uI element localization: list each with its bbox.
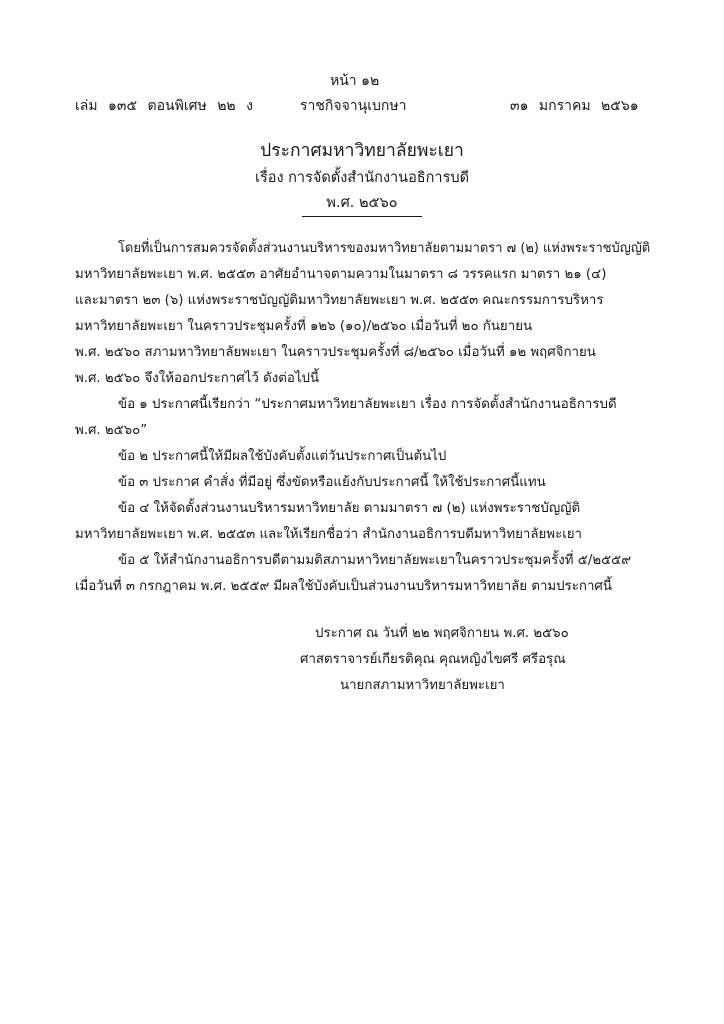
clause-5: ข้อ ๕ ให้สำนักงานอธิการบดีตามมติสภามหาวิทยาลัยพะเยาในคราวประชุมครั้งที่ ๕/๒๕๕๙	[118, 553, 631, 568]
clause-4-cont: มหาวิทยาลัยพะเยา พ.ศ. ๒๕๕๓ และให้เรียกชื่อว่า สำนักงานอธิการบดีมหาวิทยาลัยพะเยา	[75, 527, 583, 542]
preamble-line: มหาวิทยาลัยพะเยา ในคราวประชุมครั้งที่ ๑๒๖ (๑๐)/๒๕๖๐ เมื่อวันที่ ๒๐ กันยายน	[75, 319, 533, 334]
clause-1-cont: พ.ศ. ๒๕๖๐”	[75, 423, 148, 438]
preamble-line: มหาวิทยาลัยพะเยา พ.ศ. ๒๕๕๓ อาศัยอำนาจตามความในมาตรา ๘ วรรคแรก มาตรา ๒๑ (๔)	[75, 267, 607, 282]
preamble-line: และมาตรา ๒๓ (๖) แห่งพระราชบัญญัติมหาวิทยาลัยพะเยา พ.ศ. ๒๕๕๓ คณะกรรมการบริหาร	[75, 293, 604, 308]
clause-3: ข้อ ๓ ประกาศ คำสั่ง ที่มีอยู่ ซึ่งขัดหรือแย้งกับประกาศนี้ ให้ใช้ประกาศนี้แทน	[118, 475, 546, 490]
announcement-year: พ.ศ. ๒๕๖๐	[326, 195, 398, 211]
announcement-subject: เรื่อง การจัดตั้งสำนักงานอธิการบดี	[255, 170, 469, 186]
clause-5-cont: เมื่อวันที่ ๓ กรกฎาคม พ.ศ. ๒๕๕๙ มีผลใช้บังคับเป็นส่วนงานบริหารมหาวิทยาลัย ตามประกาศนี้	[75, 579, 612, 594]
gazette-volume: เล่ม ๑๓๕ ตอนพิเศษ ๒๒ ง	[75, 98, 253, 114]
signature-date: ประกาศ ณ วันที่ ๒๒ พฤศจิกายน พ.ศ. ๒๕๖๐	[315, 626, 569, 641]
preamble-line: พ.ศ. ๒๕๖๐ จึงให้ออกประกาศไว้ ดังต่อไปนี้	[75, 371, 320, 386]
gazette-name: ราชกิจจานุเบกษา	[300, 98, 407, 114]
clause-4: ข้อ ๔ ให้จัดตั้งส่วนงานบริหารมหาวิทยาลัย ตามมาตรา ๗ (๒) แห่งพระราชบัญญัติ	[118, 501, 581, 516]
signatory-position: นายกสภามหาวิทยาลัยพะเยา	[340, 678, 505, 693]
clause-1: ข้อ ๑ ประกาศนี้เรียกว่า “ประกาศมหาวิทยาลัยพะเยา เรื่อง การจัดตั้งสำนักงานอธิการบดี	[118, 397, 617, 412]
announcement-title: ประกาศมหาวิทยาลัยพะเยา	[260, 141, 464, 161]
gazette-date: ๓๑ มกราคม ๒๕๖๑	[510, 98, 639, 114]
page-number: หน้า ๑๒	[330, 73, 380, 89]
preamble-line: โดยที่เป็นการสมควรจัดตั้งส่วนงานบริหารของมหาวิทยาลัยตามมาตรา ๗ (๒) แห่งพระราชบัญญัติ	[118, 241, 651, 256]
clause-2: ข้อ ๒ ประกาศนี้ให้มีผลใช้บังคับตั้งแต่วันประกาศเป็นต้นไป	[118, 449, 447, 464]
preamble-line: พ.ศ. ๒๕๖๐ สภามหาวิทยาลัยพะเยา ในคราวประชุมครั้งที่ ๘/๒๕๖๐ เมื่อวันที่ ๑๒ พฤศจิกายน	[75, 345, 596, 360]
signatory-name: ศาสตราจารย์เกียรติคุณ คุณหญิงไขศรี ศรีอรุณ	[300, 652, 566, 667]
title-divider	[302, 216, 422, 217]
